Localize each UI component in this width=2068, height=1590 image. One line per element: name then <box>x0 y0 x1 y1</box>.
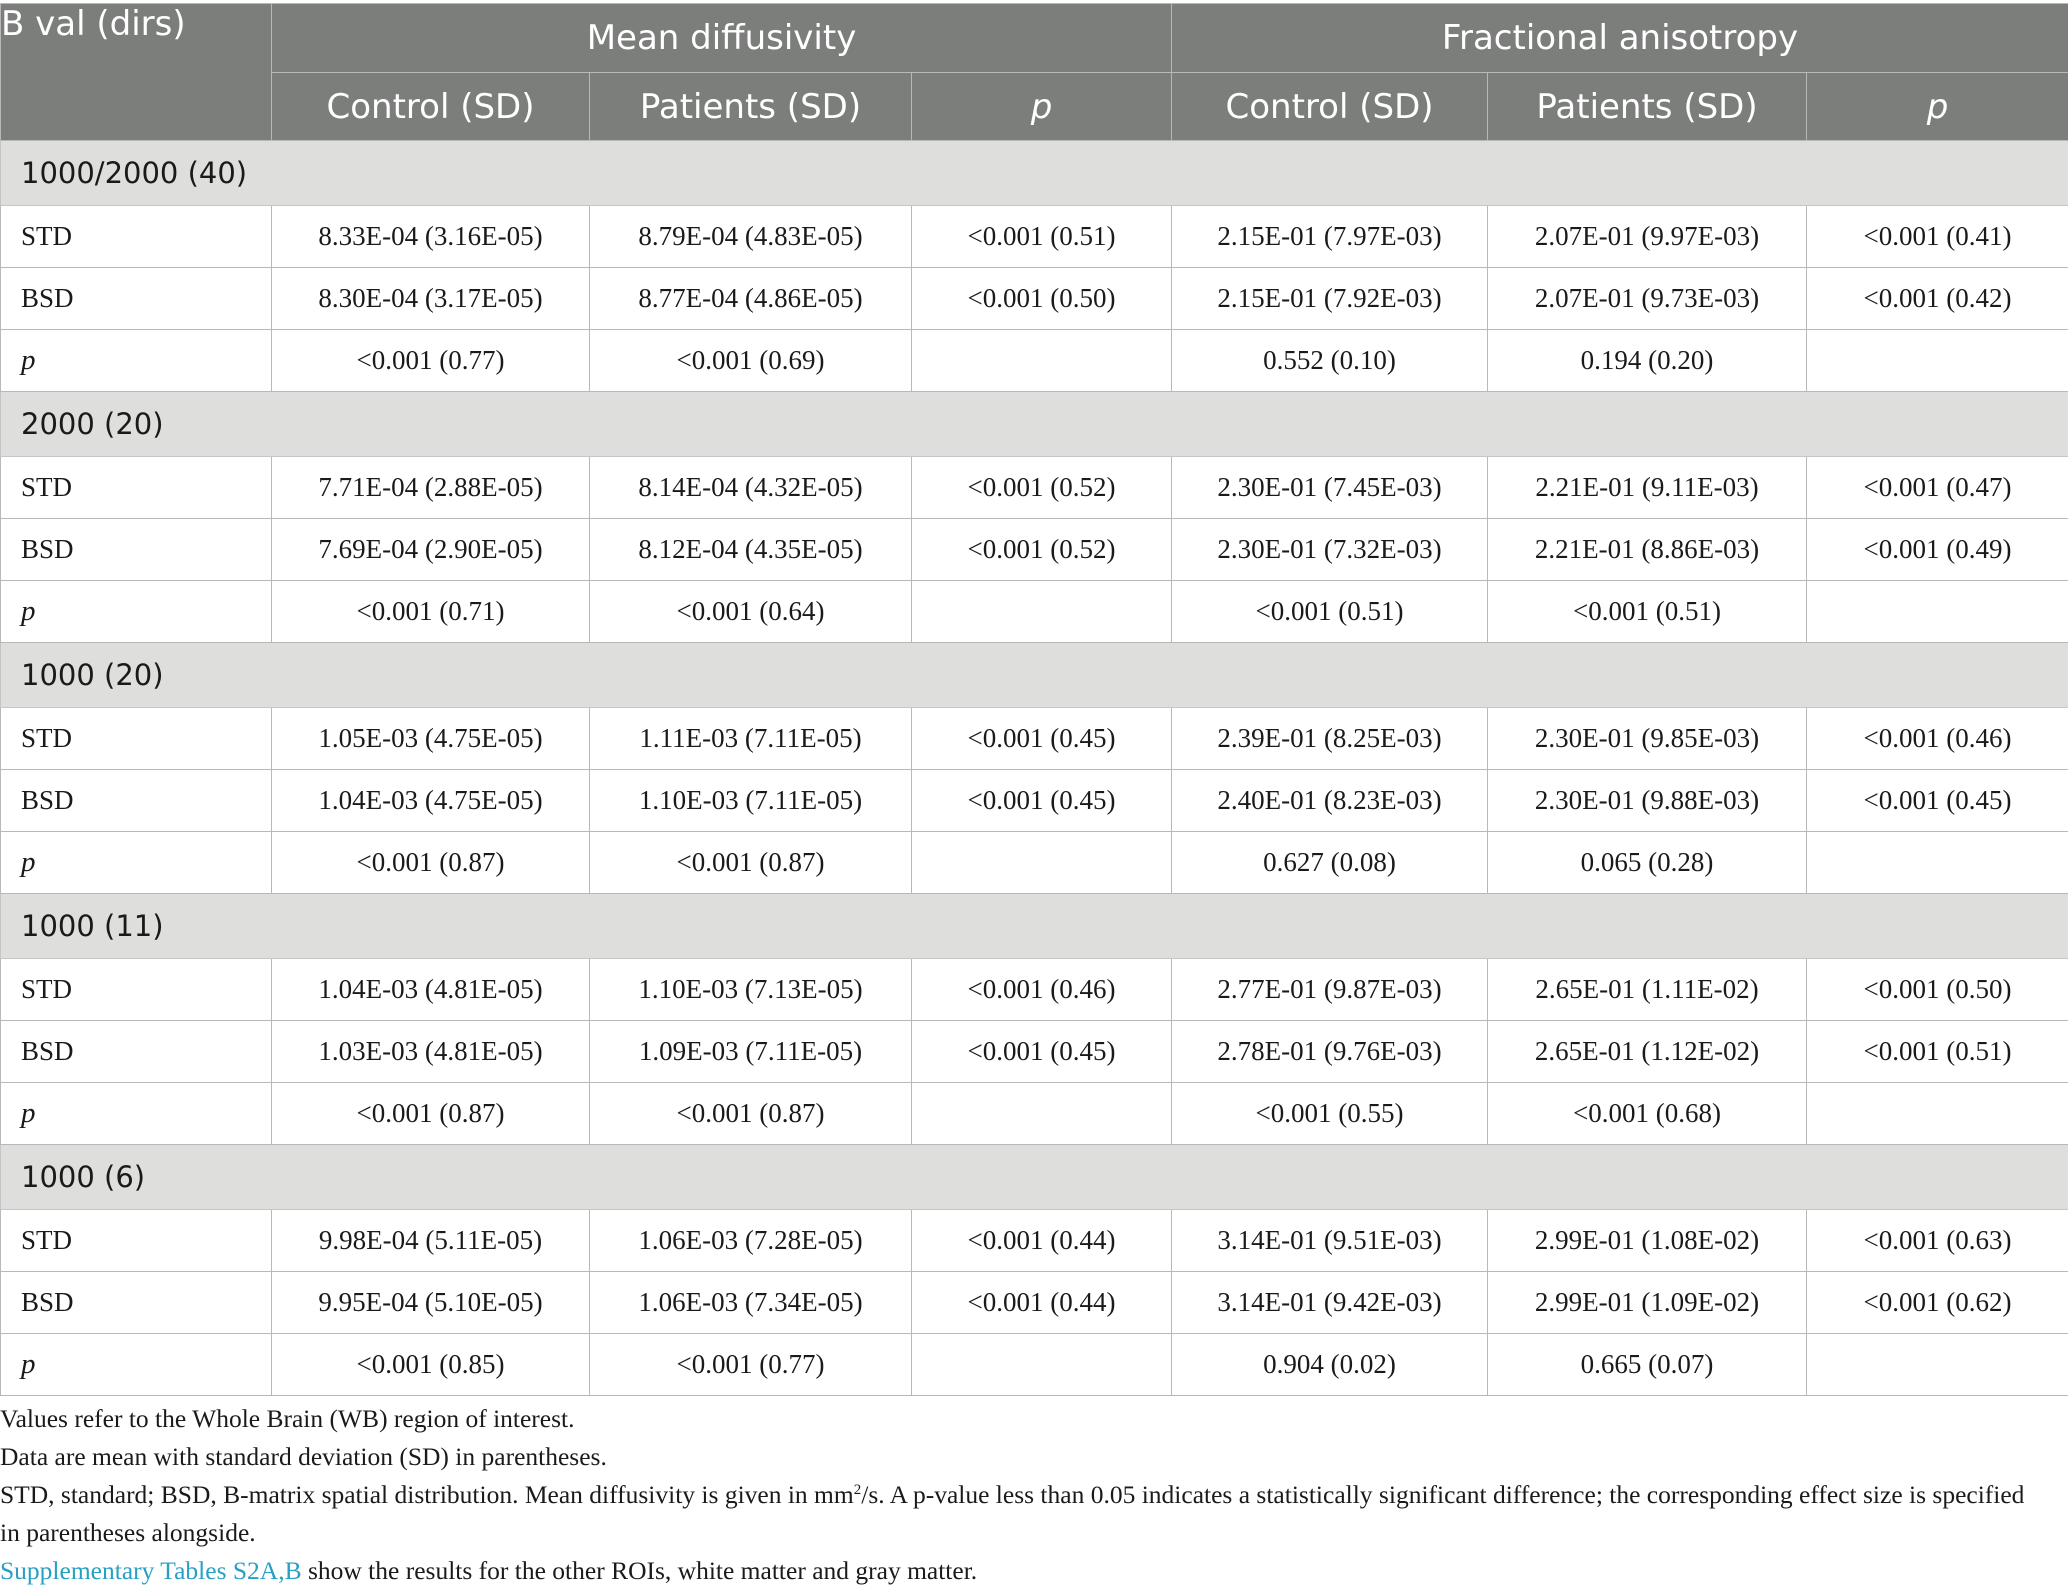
table-cell: <0.001 (0.45) <box>912 708 1172 770</box>
table-cell: 2.15E-01 (7.97E-03) <box>1172 206 1488 268</box>
table-cell: <0.001 (0.44) <box>912 1272 1172 1334</box>
bval-column-header: B val (dirs) <box>1 4 272 141</box>
table-row <box>1 770 2068 832</box>
table-cell: 8.12E-04 (4.35E-05) <box>590 519 912 581</box>
table-cell: <0.001 (0.46) <box>912 959 1172 1021</box>
section-row <box>1 894 2068 959</box>
table-cell: <0.001 (0.41) <box>1807 206 2068 268</box>
row-label: BSD <box>1 770 272 832</box>
table-footnotes <box>0 1400 2040 1590</box>
table-cell: <0.001 (0.45) <box>1807 770 2068 832</box>
table-cell: 1.03E-03 (4.81E-05) <box>272 1021 590 1083</box>
table-cell: <0.001 (0.52) <box>912 457 1172 519</box>
table-cell: 8.14E-04 (4.32E-05) <box>590 457 912 519</box>
table-cell: <0.001 (0.64) <box>590 581 912 643</box>
row-label: p <box>1 1083 272 1145</box>
table-cell: 1.04E-03 (4.81E-05) <box>272 959 590 1021</box>
table-cell: <0.001 (0.47) <box>1807 457 2068 519</box>
table-row <box>1 708 2068 770</box>
table-cell: 9.98E-04 (5.11E-05) <box>272 1210 590 1272</box>
table-body <box>1 141 2068 1396</box>
table-row <box>1 268 2068 330</box>
table-cell: <0.001 (0.50) <box>912 268 1172 330</box>
row-label: p <box>1 1334 272 1396</box>
row-label: STD <box>1 959 272 1021</box>
table-cell: 2.21E-01 (9.11E-03) <box>1488 457 1807 519</box>
table-cell <box>1807 330 2068 392</box>
table-cell: 9.95E-04 (5.10E-05) <box>272 1272 590 1334</box>
md-control-header: Control (SD) <box>272 73 590 141</box>
table-cell: <0.001 (0.68) <box>1488 1083 1807 1145</box>
table-row <box>1 330 2068 392</box>
row-label: STD <box>1 457 272 519</box>
table-cell: 2.40E-01 (8.23E-03) <box>1172 770 1488 832</box>
table-cell: 8.79E-04 (4.83E-05) <box>590 206 912 268</box>
row-label: p <box>1 330 272 392</box>
table-cell: 2.15E-01 (7.92E-03) <box>1172 268 1488 330</box>
table-cell: <0.001 (0.46) <box>1807 708 2068 770</box>
section-row <box>1 643 2068 708</box>
table-cell: <0.001 (0.45) <box>912 1021 1172 1083</box>
mean-diffusivity-header: Mean diffusivity <box>272 4 1172 73</box>
section-label: 1000 (6) <box>1 1145 2068 1210</box>
table-cell <box>912 581 1172 643</box>
table-cell <box>1807 832 2068 894</box>
table-cell <box>912 832 1172 894</box>
table-cell: 3.14E-01 (9.42E-03) <box>1172 1272 1488 1334</box>
footnote-abbreviations <box>0 1476 2040 1552</box>
footnote-supplementary <box>0 1552 2040 1590</box>
footnote-sd: Data are mean with standard deviation (SD) in parentheses. <box>0 1442 607 1471</box>
table-cell: 3.14E-01 (9.51E-03) <box>1172 1210 1488 1272</box>
row-label: STD <box>1 708 272 770</box>
table-cell: 2.65E-01 (1.11E-02) <box>1488 959 1807 1021</box>
fa-p-header: p <box>1807 73 2068 141</box>
table-cell <box>1807 1083 2068 1145</box>
row-label: BSD <box>1 1272 272 1334</box>
row-label: STD <box>1 206 272 268</box>
section-row <box>1 141 2068 206</box>
md-patients-header: Patients (SD) <box>590 73 912 141</box>
table-cell: 8.33E-04 (3.16E-05) <box>272 206 590 268</box>
table-cell: 8.30E-04 (3.17E-05) <box>272 268 590 330</box>
row-label: STD <box>1 1210 272 1272</box>
table-row <box>1 1272 2068 1334</box>
section-label: 1000 (11) <box>1 894 2068 959</box>
table-cell: 2.65E-01 (1.12E-02) <box>1488 1021 1807 1083</box>
footnote-superscript: 2 <box>853 1482 862 1498</box>
table-cell: 2.39E-01 (8.25E-03) <box>1172 708 1488 770</box>
table-cell: <0.001 (0.87) <box>272 832 590 894</box>
table-row <box>1 959 2068 1021</box>
table-cell: 2.30E-01 (9.85E-03) <box>1488 708 1807 770</box>
table-cell: 1.10E-03 (7.13E-05) <box>590 959 912 1021</box>
table-cell: <0.001 (0.85) <box>272 1334 590 1396</box>
table-cell: 1.11E-03 (7.11E-05) <box>590 708 912 770</box>
table-row <box>1 1334 2068 1396</box>
table-cell: 1.09E-03 (7.11E-05) <box>590 1021 912 1083</box>
fa-control-header: Control (SD) <box>1172 73 1488 141</box>
table-cell: <0.001 (0.50) <box>1807 959 2068 1021</box>
footnote-supplementary-text: show the results for the other ROIs, white matter and gray matter. <box>301 1556 978 1585</box>
table-cell <box>912 1083 1172 1145</box>
table-row <box>1 581 2068 643</box>
table-cell: <0.001 (0.71) <box>272 581 590 643</box>
table-cell: 0.904 (0.02) <box>1172 1334 1488 1396</box>
table-cell: <0.001 (0.51) <box>1807 1021 2068 1083</box>
table-cell: 0.065 (0.28) <box>1488 832 1807 894</box>
table-cell <box>1807 581 2068 643</box>
table-cell: <0.001 (0.63) <box>1807 1210 2068 1272</box>
table-cell: 0.627 (0.08) <box>1172 832 1488 894</box>
row-label: BSD <box>1 268 272 330</box>
table-cell: <0.001 (0.62) <box>1807 1272 2068 1334</box>
results-table-container <box>0 3 2068 1396</box>
table-cell: <0.001 (0.77) <box>590 1334 912 1396</box>
table-cell: 2.99E-01 (1.09E-02) <box>1488 1272 1807 1334</box>
section-label: 1000/2000 (40) <box>1 141 2068 206</box>
table-cell: 7.69E-04 (2.90E-05) <box>272 519 590 581</box>
table-row <box>1 832 2068 894</box>
table-cell: <0.001 (0.87) <box>590 1083 912 1145</box>
section-label: 1000 (20) <box>1 643 2068 708</box>
table-cell: <0.001 (0.69) <box>590 330 912 392</box>
row-label: BSD <box>1 1021 272 1083</box>
fractional-anisotropy-header: Fractional anisotropy <box>1172 4 2068 73</box>
table-cell: 2.78E-01 (9.76E-03) <box>1172 1021 1488 1083</box>
results-table <box>0 3 2068 1396</box>
table-cell: 8.77E-04 (4.86E-05) <box>590 268 912 330</box>
table-cell: 0.194 (0.20) <box>1488 330 1807 392</box>
table-cell: <0.001 (0.45) <box>912 770 1172 832</box>
table-cell: 2.07E-01 (9.73E-03) <box>1488 268 1807 330</box>
table-cell: 2.07E-01 (9.97E-03) <box>1488 206 1807 268</box>
table-cell: <0.001 (0.51) <box>1172 581 1488 643</box>
table-row <box>1 1083 2068 1145</box>
md-p-header: p <box>912 73 1172 141</box>
row-label: p <box>1 581 272 643</box>
table-cell: 0.552 (0.10) <box>1172 330 1488 392</box>
header-row-groups <box>1 4 2068 73</box>
table-cell: <0.001 (0.52) <box>912 519 1172 581</box>
footnote-abbrev-text-a: STD, standard; BSD, B-matrix spatial distribution. Mean diffusivity is given in mm <box>0 1480 854 1509</box>
table-cell: <0.001 (0.42) <box>1807 268 2068 330</box>
section-row <box>1 1145 2068 1210</box>
table-cell <box>912 330 1172 392</box>
table-cell: 2.30E-01 (7.45E-03) <box>1172 457 1488 519</box>
supplementary-tables-link[interactable]: Supplementary Tables S2A,B <box>0 1556 302 1585</box>
table-cell: 2.30E-01 (7.32E-03) <box>1172 519 1488 581</box>
table-cell: <0.001 (0.44) <box>912 1210 1172 1272</box>
table-row <box>1 457 2068 519</box>
table-cell: <0.001 (0.87) <box>272 1083 590 1145</box>
table-cell <box>912 1334 1172 1396</box>
table-row <box>1 206 2068 268</box>
fa-patients-header: Patients (SD) <box>1488 73 1807 141</box>
table-cell: <0.001 (0.49) <box>1807 519 2068 581</box>
table-cell: 2.77E-01 (9.87E-03) <box>1172 959 1488 1021</box>
table-row <box>1 1210 2068 1272</box>
row-label: p <box>1 832 272 894</box>
footnote-abbrev-text-b: /s. A p-value less than 0.05 indicates a statistically significant difference; the corresponding effect size is specified in parentheses alongside. <box>0 1480 2025 1547</box>
table-row <box>1 519 2068 581</box>
section-label: 2000 (20) <box>1 392 2068 457</box>
header-row-subcolumns <box>1 73 2068 141</box>
table-cell: 2.30E-01 (9.88E-03) <box>1488 770 1807 832</box>
table-cell: 1.05E-03 (4.75E-05) <box>272 708 590 770</box>
table-cell: <0.001 (0.77) <box>272 330 590 392</box>
table-cell: <0.001 (0.51) <box>1488 581 1807 643</box>
table-cell: <0.001 (0.55) <box>1172 1083 1488 1145</box>
table-cell <box>1807 1334 2068 1396</box>
table-cell: 2.21E-01 (8.86E-03) <box>1488 519 1807 581</box>
table-cell: 1.06E-03 (7.28E-05) <box>590 1210 912 1272</box>
table-cell: 1.10E-03 (7.11E-05) <box>590 770 912 832</box>
section-row <box>1 392 2068 457</box>
row-label: BSD <box>1 519 272 581</box>
footnote-wb: Values refer to the Whole Brain (WB) region of interest. <box>0 1404 575 1433</box>
table-cell: 7.71E-04 (2.88E-05) <box>272 457 590 519</box>
table-cell: 1.04E-03 (4.75E-05) <box>272 770 590 832</box>
table-cell: 0.665 (0.07) <box>1488 1334 1807 1396</box>
table-header <box>1 4 2068 141</box>
table-row <box>1 1021 2068 1083</box>
table-cell: 1.06E-03 (7.34E-05) <box>590 1272 912 1334</box>
table-cell: <0.001 (0.87) <box>590 832 912 894</box>
table-cell: 2.99E-01 (1.08E-02) <box>1488 1210 1807 1272</box>
table-cell: <0.001 (0.51) <box>912 206 1172 268</box>
